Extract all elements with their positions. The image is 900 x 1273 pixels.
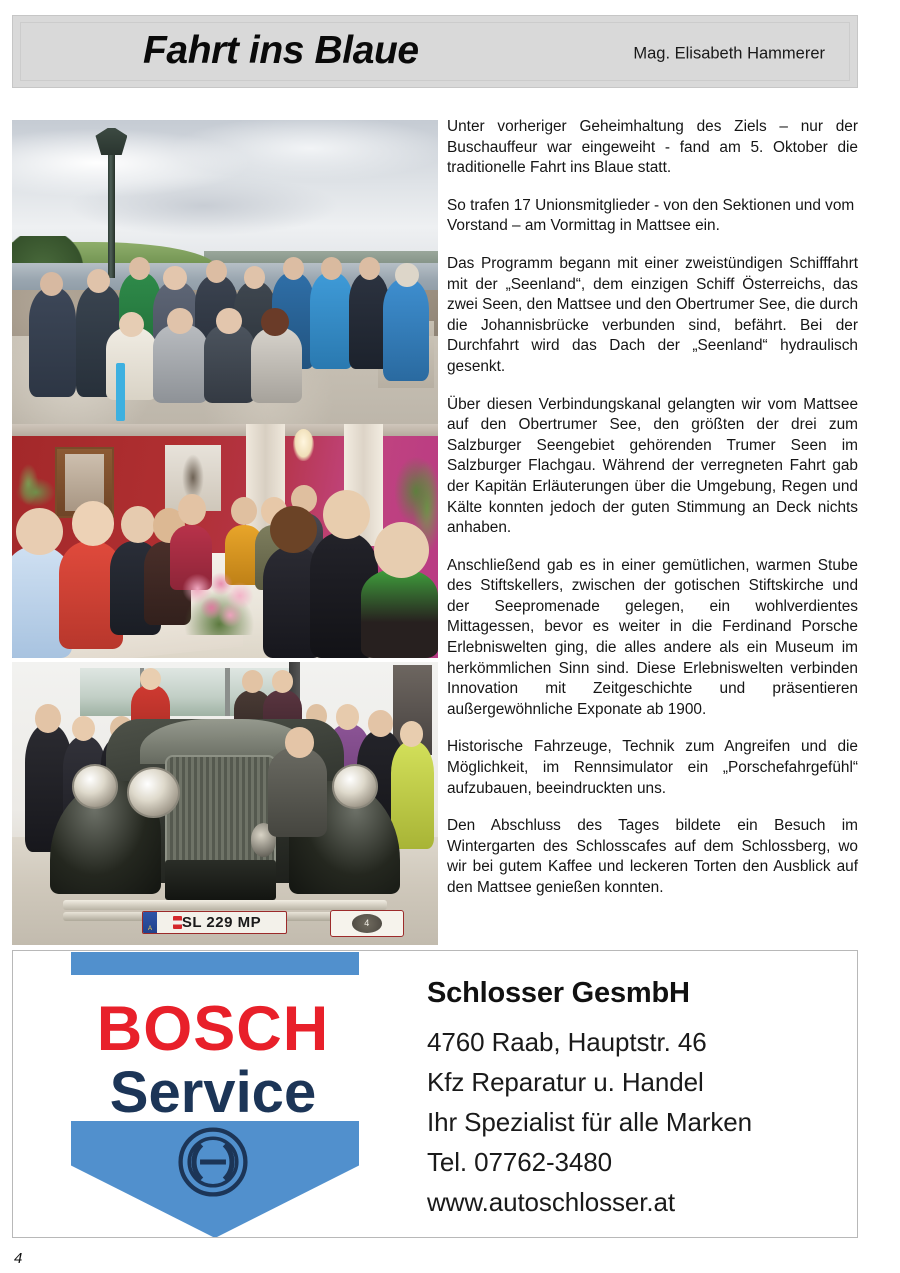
person-head <box>270 506 317 553</box>
person-seated <box>153 324 208 403</box>
car-bumper-upper <box>63 900 387 910</box>
person-head <box>178 494 206 524</box>
service-wordmark: Service <box>109 1060 317 1125</box>
article-paragraph: Den Abschluss des Tages bildete ein Besuch im Wintergarten des Schlosscafes auf dem Schlossberg, wo wir bei gutem Kaffee und leckeren Torten den Ausblick auf den Mattsee genießen konnten. <box>447 817 858 896</box>
person-seated <box>251 327 302 403</box>
car-lower-panel <box>165 860 276 900</box>
bosch-service-logo <box>13 951 413 1237</box>
person-head <box>400 721 423 746</box>
person-head <box>35 704 61 732</box>
pendant-lamp <box>293 429 314 462</box>
person-head <box>244 266 265 289</box>
rally-badge <box>330 910 404 937</box>
person-leaning <box>268 747 328 838</box>
bosch-armature-icon <box>177 1126 249 1198</box>
person-standing <box>383 278 430 381</box>
person-head <box>323 490 370 539</box>
person-head <box>395 263 418 287</box>
license-plate <box>142 911 287 934</box>
plate-crest <box>173 916 182 929</box>
advertiser-name: Schlosser GesmbH <box>427 977 690 1009</box>
page-title: Fahrt ins Blaue <box>143 28 419 72</box>
article-paragraph: Unter vorheriger Geheimhaltung des Ziels – nur der Buschauffeur war eingeweiht - fand am 5. Oktober die traditionelle Fahrt ins Blaue statt. <box>447 118 858 177</box>
cyclamen-flowers <box>174 564 268 634</box>
person-head <box>119 312 145 338</box>
window-mullion <box>225 668 230 716</box>
person-head <box>336 704 359 729</box>
person-head <box>72 716 95 741</box>
person-head <box>16 508 63 555</box>
rally-badge-number: 4 <box>352 914 382 933</box>
blue-umbrella <box>116 363 125 421</box>
person-seated <box>361 569 438 658</box>
person-standing <box>391 741 434 849</box>
plant-left <box>12 461 59 512</box>
person-head <box>321 257 342 280</box>
article-author: Mag. Elisabeth Hammerer <box>633 43 825 62</box>
article-paragraph: Anschließend gab es in einer gemütlichen, warmen Stube des Stiftskellers, zwischen der gotischen Stiftskirche und der Seepromenade gelegen, ein wohlverdientes Mittagessen, bevor es weiter in die Ferdinand Porsche Erlebniswelten ging, die alles andere als ein Museum im herkömmlichen Sinn sind. Diese Erlebniswelten verbinden Innovation mit Zeitgeschichte und präsentieren außergewöhnliche Exponate ab 1900. <box>447 556 858 718</box>
person-head <box>206 260 227 283</box>
car-headlamp <box>332 764 379 809</box>
person-head <box>368 710 394 737</box>
person-head <box>283 257 304 280</box>
person-seated <box>204 324 255 403</box>
lamp-post-pole <box>108 144 115 278</box>
car-headlamp <box>127 767 180 818</box>
person-head <box>129 257 150 280</box>
license-plate-text: SL 229 MP <box>181 913 262 931</box>
advertiser-phone: Tel. 07762-3480 <box>427 1147 612 1177</box>
person-head <box>163 266 186 290</box>
bosch-wordmark: BOSCH <box>96 994 330 1064</box>
article-paragraph: Historische Fahrzeuge, Technik zum Angreifen und die Möglichkeit, im Rennsimulator ein „Porschefahrgefühl“ aufzubauen, beeindruckten uns. <box>447 738 858 797</box>
article-body <box>447 117 858 899</box>
advertiser-tagline: Ihr Spezialist für alle Marken <box>427 1107 753 1137</box>
photo-group-lake <box>12 120 438 424</box>
article-header-box <box>12 15 858 88</box>
page-number: 4 <box>14 1250 23 1267</box>
advertiser-address: 4760 Raab, Hauptstr. 46 <box>427 1027 707 1057</box>
person-head <box>359 257 380 280</box>
article-paragraph: Über diesen Verbindungskanal gelangten wir vom Mattsee auf den Obertrumer See, den größten der drei zum Salzburger Seengebiet gehörenden Trumer Seen im Salzburger Flachgau. Während der verregneten Fahrt gab der Kapitän Erläuterungen über die Umgebung, Regen und Kälte konnten jedoch der guten Stimmung an Deck nichts anhaben. <box>447 395 858 537</box>
advertisement[interactable] <box>12 950 858 1238</box>
advertiser-services: Kfz Reparatur u. Handel <box>427 1067 704 1097</box>
person-head <box>261 308 289 335</box>
photo-vintage-car <box>12 662 438 945</box>
person-head <box>87 269 110 293</box>
person-head <box>231 497 257 525</box>
person-seated <box>106 327 157 400</box>
photo-lunch-stiftskeller <box>12 424 438 658</box>
person-head <box>72 501 115 545</box>
article-paragraph: So trafen 17 Unionsmitglieder - von den Sektionen und vom Vorstand – am Vormittag in Mattsee ein. <box>447 196 855 235</box>
eu-country-code: A <box>143 912 157 933</box>
advertiser-website[interactable]: www.autoschlosser.at <box>427 1187 676 1217</box>
logo-top-bar <box>71 952 359 975</box>
person-standing <box>310 272 353 369</box>
article-paragraph: Das Programm begann mit einer zweistündigen Schifffahrt mit der „Seenland“, dem einzigen Schiff Österreichs, das zwei Seen, den Mattsee und den Obertrumer See, die durch die Johannisbrücke verbunden sind, befährt. Bei der Durchfahrt wird das Dach der „Seenland“ hydraulisch gesenkt. <box>447 254 858 375</box>
person-standing <box>29 287 76 396</box>
person-head <box>121 506 155 543</box>
advertiser-details <box>427 977 839 1222</box>
